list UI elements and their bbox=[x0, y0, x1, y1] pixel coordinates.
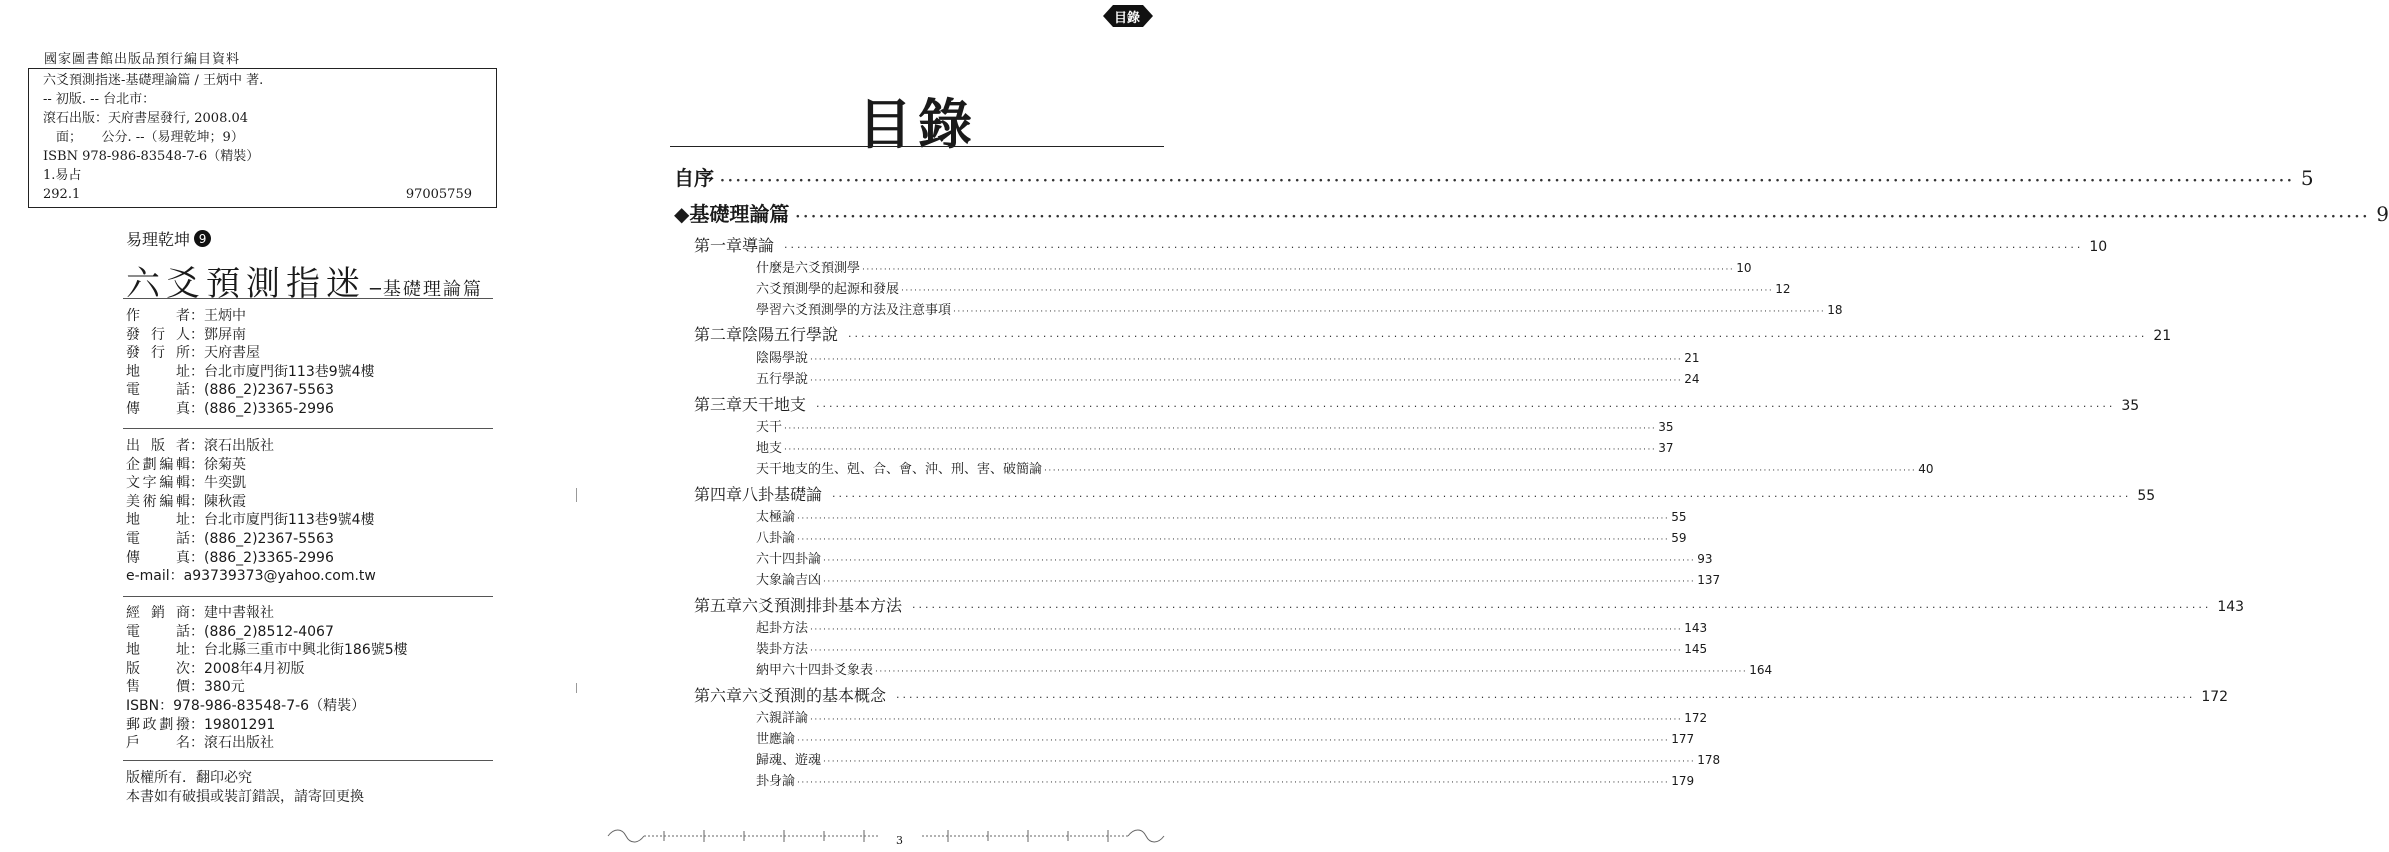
toc-entry-title: 裝卦方法 bbox=[756, 642, 809, 657]
toc-leader-dots: ········································································································································································································ bbox=[912, 601, 2212, 614]
toc-leader-dots: ········································································································································································································ bbox=[823, 757, 1696, 767]
toc-section-entry bbox=[756, 506, 1687, 525]
credit-row: 地址 ： 台北市廈門街113巷9號4樓 bbox=[126, 512, 375, 529]
cip-classification-row bbox=[43, 185, 496, 204]
credits-press bbox=[126, 437, 376, 586]
toc-entry-title: 自序 bbox=[674, 166, 714, 190]
toc-page-number: 137 bbox=[1697, 573, 1721, 587]
cip-line: 六爻預測指迷-基礎理論篇 / 王炳中 著. bbox=[43, 73, 264, 88]
toc-section-entry bbox=[756, 257, 1752, 276]
toc-leader-dots: ········································································································································································································ bbox=[810, 355, 1683, 365]
divider bbox=[123, 428, 493, 429]
toc-entry-title: 天干 bbox=[756, 420, 783, 435]
toc-chapter-entry bbox=[694, 482, 2156, 504]
toc-page-number: 55 bbox=[1671, 510, 1687, 524]
toc-leader-dots: ········································································································································································································ bbox=[810, 646, 1683, 656]
toc-entry-title: 六親詳論 bbox=[756, 711, 809, 726]
toc-leader-dots: ········································································································································································································ bbox=[896, 691, 2196, 704]
toc-chapter-entry bbox=[694, 392, 2140, 414]
toc-chapter-entry bbox=[694, 233, 2108, 255]
toc-leader-dots: ········································································································································································································ bbox=[862, 265, 1735, 275]
divider bbox=[123, 760, 493, 761]
toc-page-number: 177 bbox=[1671, 732, 1695, 746]
credit-row: 地址 ： 台北縣三重市中興北街186號5樓 bbox=[126, 642, 408, 659]
toc-leader-dots: ········································································································································································································ bbox=[848, 330, 2148, 343]
toc-chapter-number: 第四章 bbox=[694, 485, 743, 504]
toc-entry-title: 學習六爻預測學的方法及注意事項 bbox=[756, 303, 952, 318]
toc-section-entry bbox=[756, 749, 1721, 768]
rights-notice bbox=[126, 769, 364, 807]
toc-chapter-number: 第二章 bbox=[694, 325, 743, 344]
cip-line: -- 初版. -- 台北市： bbox=[43, 92, 156, 107]
toc-page-number: 178 bbox=[1697, 753, 1721, 767]
cip-line: ISBN 978-986-83548-7-6（精裝） bbox=[43, 149, 260, 164]
credit-row: 企劃編輯 ： 徐菊英 bbox=[126, 456, 246, 473]
toc-page-number: 18 bbox=[1827, 303, 1843, 317]
toc-leader-dots: ········································································································································································································ bbox=[901, 286, 1774, 296]
toc-page-number: 164 bbox=[1749, 663, 1773, 677]
toc-page-number: 37 bbox=[1658, 441, 1674, 455]
toc-leader-dots: ········································································································································································································ bbox=[784, 424, 1657, 434]
toc-chapter-number: 第六章 bbox=[694, 686, 743, 705]
toc-entry-title: 納甲六十四卦爻象表 bbox=[756, 663, 874, 678]
toc-entry-title: 五行學說 bbox=[756, 372, 809, 387]
cip-line: 滾石出版：天府書屋發行, 2008.04 bbox=[43, 111, 249, 126]
credit-row: 文字編輯 ： 牛奕凱 bbox=[126, 475, 246, 492]
credit-row: 戶名 ： 滾石出版社 bbox=[126, 735, 274, 752]
toc-leader-dots: ········································································································································································································ bbox=[797, 778, 1670, 788]
toc-leader-dots: ········································································································································································································ bbox=[810, 715, 1683, 725]
toc-chapter-entry bbox=[694, 683, 2229, 705]
toc-page-number: 172 bbox=[2201, 689, 2229, 705]
toc-chapter-number: 第五章 bbox=[694, 596, 743, 615]
toc-entry-title: 陰陽五行學說 bbox=[742, 325, 839, 344]
credit-row: 發行所 ： 天府書屋 bbox=[126, 345, 260, 362]
cip-record-number: 97005759 bbox=[405, 187, 472, 202]
credit-row: 發行人 ： 鄧屏南 bbox=[126, 326, 246, 343]
divider bbox=[123, 298, 493, 299]
toc-page-number: 59 bbox=[1671, 531, 1687, 545]
toc-leader-dots: ········································································································································································································ bbox=[816, 400, 2116, 413]
toc-page-number: 172 bbox=[1684, 711, 1708, 725]
toc-section-entry bbox=[756, 347, 1700, 366]
credit-row: 經銷商 ： 建中書報社 bbox=[126, 605, 274, 621]
toc-leader-dots: ········································································································································································································ bbox=[810, 376, 1683, 386]
toc-section-entry bbox=[756, 638, 1708, 657]
toc-section-entry bbox=[756, 548, 1713, 567]
toc-entry-title: 陰陽學說 bbox=[756, 351, 809, 366]
cip-record-box bbox=[28, 68, 497, 208]
cip-line: 1.易占 bbox=[43, 168, 82, 183]
credit-row: 出版者 ： 滾石出版社 bbox=[126, 438, 274, 454]
book-main-title: 六爻預測指迷 bbox=[126, 264, 366, 304]
toc-leader-dots: ········································································································································································································ bbox=[875, 667, 1748, 677]
toc-entry-title: 導論 bbox=[742, 236, 775, 255]
toc-entry-title: 太極論 bbox=[756, 510, 796, 525]
credit-row: 美術編輯 ： 陳秋霞 bbox=[126, 493, 246, 510]
toc-part-entry bbox=[674, 162, 2314, 190]
toc-entry-title: 天干地支 bbox=[742, 395, 807, 414]
gutter-mark bbox=[576, 488, 577, 502]
credit-row: 售價 ： 380元 bbox=[126, 679, 245, 696]
toc-entry-title: 世應論 bbox=[756, 732, 796, 747]
toc-entry-title: 六爻預測的基本概念 bbox=[742, 686, 887, 705]
toc-leader-dots: ········································································································································································································ bbox=[953, 307, 1826, 317]
toc-entry-title: 地支 bbox=[756, 441, 783, 456]
cip-line: 面； 公分. --（易理乾坤；9） bbox=[43, 130, 244, 145]
toc-section-entry bbox=[756, 416, 1674, 435]
divider bbox=[123, 596, 493, 597]
toc-leader-dots: ········································································································································································································ bbox=[720, 173, 2295, 189]
toc-page-number: 24 bbox=[1684, 372, 1700, 386]
cip-class-number: 292.1 bbox=[43, 187, 81, 202]
rights-line: 本書如有破損或裝訂錯誤，請寄回更換 bbox=[126, 789, 364, 805]
toc-leader-dots: ········································································································································································································ bbox=[797, 514, 1670, 524]
toc-section-entry bbox=[756, 368, 1700, 387]
toc-entry-title: 六爻預測排卦基本方法 bbox=[742, 596, 903, 615]
cip-title: 國家圖書館出版品預行編目資料 bbox=[44, 52, 241, 67]
toc-page-number: 179 bbox=[1671, 774, 1695, 788]
toc-page-number: 35 bbox=[1658, 420, 1674, 434]
toc-entry-title: 大象論吉凶 bbox=[756, 573, 822, 588]
toc-part-entry bbox=[674, 198, 2389, 226]
book-subtitle: ─基礎理論篇 bbox=[370, 279, 483, 300]
toc-section-entry bbox=[756, 770, 1695, 789]
toc-entry-title: 六十四卦論 bbox=[756, 552, 822, 567]
toc-page-number: 10 bbox=[1736, 261, 1752, 275]
toc-page-number: 143 bbox=[2217, 599, 2245, 615]
footer-ornament bbox=[918, 826, 1168, 846]
credit-row: 傳真 ： (886_2)3365-2996 bbox=[126, 549, 334, 566]
toc-leader-dots: ········································································································································································································ bbox=[832, 490, 2132, 503]
toc-section-entry bbox=[756, 437, 1674, 456]
toc-page-number: 40 bbox=[1918, 462, 1934, 476]
toc-page-number: 12 bbox=[1775, 282, 1791, 296]
credit-row: 電話 ： (886_2)2367-5563 bbox=[126, 382, 334, 399]
page-number: 3 bbox=[896, 834, 903, 847]
toc-entry-title: 什麼是六爻預測學 bbox=[756, 261, 861, 276]
section-tab-label: 目錄 bbox=[1114, 11, 1141, 26]
toc-leader-dots: ········································································································································································································ bbox=[797, 535, 1670, 545]
toc-chapter-entry bbox=[694, 322, 2172, 344]
email-line: e-mail：a93739373@yahoo.com.tw bbox=[126, 568, 376, 585]
toc-page-number: 145 bbox=[1684, 642, 1708, 656]
toc-section-entry bbox=[756, 569, 1721, 588]
toc-entry-title: 八卦基礎論 bbox=[742, 485, 823, 504]
series-label bbox=[126, 227, 211, 250]
toc-page-number: 55 bbox=[2137, 488, 2156, 504]
toc-entry-title: 六爻預測學的起源和發展 bbox=[756, 282, 900, 297]
toc-leader-dots: ········································································································································································································ bbox=[823, 577, 1696, 587]
toc-leader-dots: ········································································································································································································ bbox=[1044, 466, 1917, 476]
toc-page-number: 10 bbox=[2089, 239, 2108, 255]
toc-page-number: 93 bbox=[1697, 552, 1713, 566]
toc-section-entry bbox=[756, 707, 1708, 726]
isbn-line: ISBN：978-986-83548-7-6（精裝） bbox=[126, 697, 366, 714]
toc-section-entry bbox=[756, 659, 1773, 678]
rights-line: 版權所有．翻印必究 bbox=[126, 770, 252, 786]
credits-publisher bbox=[126, 307, 375, 419]
gutter-mark bbox=[576, 683, 577, 693]
credit-row: 版次 ： 2008年4月初版 bbox=[126, 660, 305, 677]
toc-leader-dots: ········································································································································································································ bbox=[810, 625, 1683, 635]
toc-page-number: 21 bbox=[2153, 328, 2172, 344]
toc-chapter-entry bbox=[694, 593, 2245, 615]
footer-ornament bbox=[604, 826, 884, 846]
toc-leader-dots: ········································································································································································································ bbox=[797, 736, 1670, 746]
toc-chapter-number: 第三章 bbox=[694, 395, 743, 414]
credit-row: 電話 ： (886_2)8512-4067 bbox=[126, 623, 334, 640]
credit-row: 郵政劃撥 ： 19801291 bbox=[126, 716, 276, 733]
credit-row: 作者 ： 王炳中 bbox=[126, 308, 246, 324]
toc-entry-title: 八卦論 bbox=[756, 531, 796, 546]
toc-section-entry bbox=[756, 299, 1843, 318]
toc-section-entry bbox=[756, 278, 1791, 297]
toc-entry-title: 歸魂、遊魂 bbox=[756, 753, 822, 768]
toc-section-entry bbox=[756, 527, 1687, 546]
toc-entry-title: 卦身論 bbox=[756, 774, 796, 789]
toc-leader-dots: ········································································································································································································ bbox=[784, 445, 1657, 455]
credit-row: 電話 ： (886_2)2367-5563 bbox=[126, 530, 334, 547]
toc-page-number: 143 bbox=[1684, 621, 1708, 635]
toc-leader-dots: ········································································································································································································ bbox=[823, 556, 1696, 566]
toc-heading: 目錄 bbox=[858, 92, 978, 156]
toc-entry-title: ◆基礎理論篇 bbox=[674, 202, 790, 226]
toc-page-number: 5 bbox=[2300, 166, 2314, 190]
toc-entry-title: 天干地支的生、剋、合、會、沖、刑、害、破簡論 bbox=[756, 462, 1043, 477]
toc-page-number: 21 bbox=[1684, 351, 1700, 365]
credits-distribution bbox=[126, 604, 408, 753]
toc-chapter-number: 第一章 bbox=[694, 236, 743, 255]
toc-leader-dots: ········································································································································································································ bbox=[795, 209, 2371, 225]
series-number-badge: 9 bbox=[194, 230, 211, 247]
toc-section-entry bbox=[756, 617, 1708, 636]
toc-rule bbox=[670, 146, 1164, 147]
toc-page-number: 35 bbox=[2121, 398, 2140, 414]
toc-entry-title: 起卦方法 bbox=[756, 621, 809, 636]
toc-section-entry bbox=[756, 458, 1934, 477]
toc-section-entry bbox=[756, 728, 1695, 747]
credit-row: 傳真 ： (886_2)3365-2996 bbox=[126, 400, 334, 417]
toc-page-number: 9 bbox=[2376, 202, 2389, 226]
credit-row: 地址 ： 台北市廈門街113巷9號4樓 bbox=[126, 363, 375, 380]
series-name: 易理乾坤 bbox=[126, 230, 191, 249]
toc-leader-dots: ········································································································································································································ bbox=[784, 241, 2084, 254]
